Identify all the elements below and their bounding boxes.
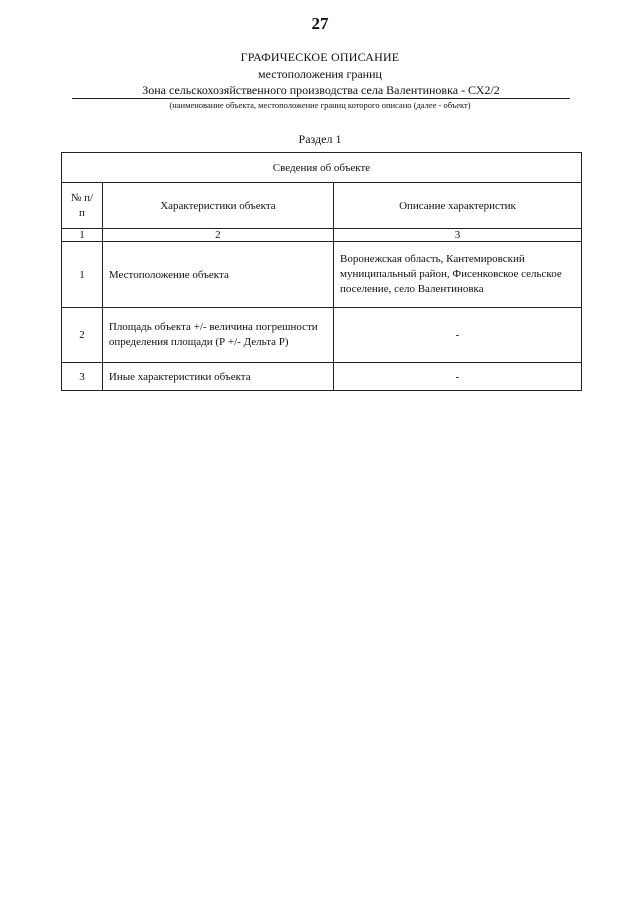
table-row: [62, 363, 582, 391]
row-characteristic: Местоположение объекта: [102, 242, 333, 308]
table-caption: Сведения об объекте: [62, 153, 582, 183]
column-number-row: [62, 229, 582, 242]
row-characteristic: Иные характеристики объекта: [102, 363, 333, 391]
page-number: 27: [311, 14, 329, 33]
table-caption-row: [62, 153, 582, 183]
table-row: [62, 308, 582, 363]
column-number-3: 3: [333, 229, 581, 242]
column-number-1: 1: [62, 229, 103, 242]
column-header-description: Описание характеристик: [333, 183, 581, 229]
row-description: Воронежская область, Кантемировский муниципальный район, Фисенковское сельское поселение, село Валентиновка: [333, 242, 581, 308]
section-label: Раздел 1: [298, 132, 342, 146]
table-row: [62, 242, 582, 308]
document-subtitle: местоположения границ: [258, 67, 382, 81]
document-title: ГРАФИЧЕСКОЕ ОПИСАНИЕ: [240, 50, 400, 64]
row-description: -: [333, 308, 581, 363]
table-header-row: [62, 183, 582, 229]
row-number: 2: [62, 308, 103, 363]
object-name-note: (наименование объекта, местоположение границ которого описано (далее - объект): [169, 100, 471, 110]
row-number: 3: [62, 363, 103, 391]
row-number: 1: [62, 242, 103, 308]
column-header-characteristic: Характеристики объекта: [102, 183, 333, 229]
column-number-2: 2: [102, 229, 333, 242]
row-characteristic: Площадь объекта +/- величина погрешности определения площади (Р +/- Дельта Р): [102, 308, 333, 363]
object-info-table: [61, 152, 582, 391]
object-name: Зона сельскохозяйственного производства села Валентиновка - СХ2/2: [72, 83, 570, 99]
row-description: -: [333, 363, 581, 391]
column-header-number: № п/п: [62, 183, 103, 229]
